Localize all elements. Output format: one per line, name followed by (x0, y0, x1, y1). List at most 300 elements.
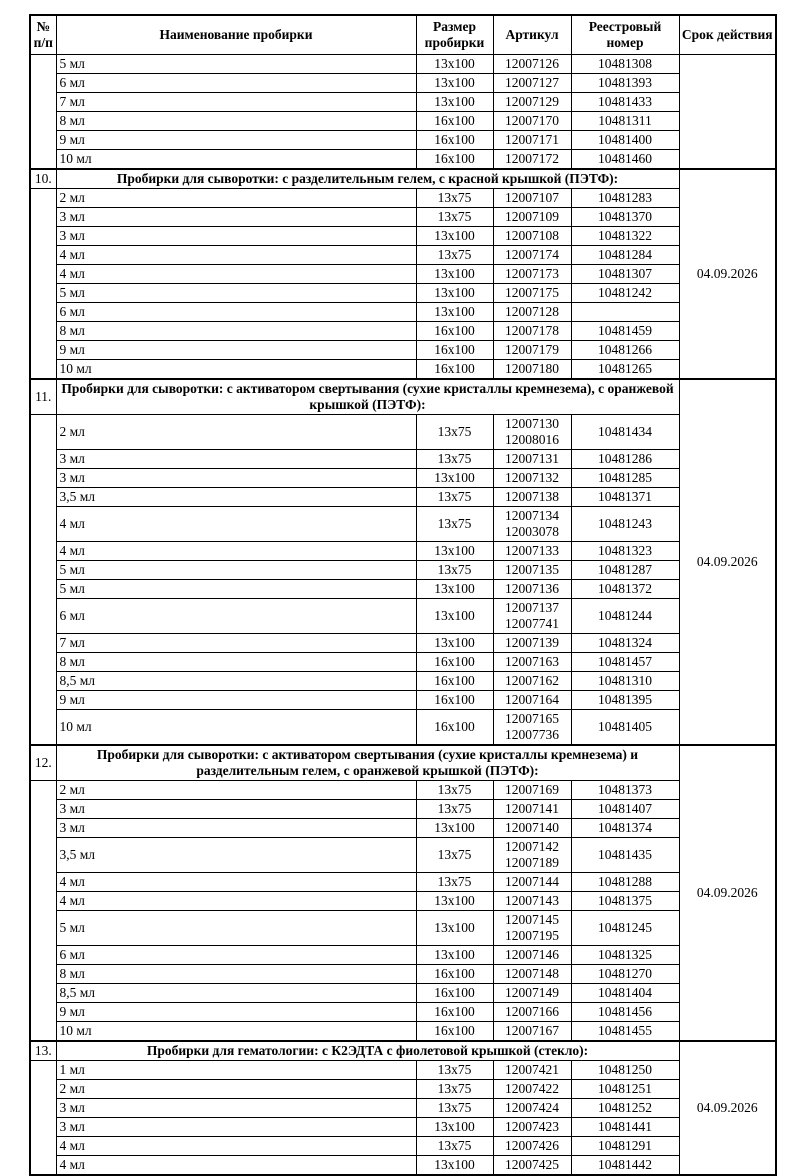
tube-size-cell: 16x100 (416, 984, 493, 1003)
tube-size-cell: 13x100 (416, 227, 493, 246)
article-number: 12007421 (505, 1062, 559, 1077)
tube-size-cell: 13x75 (416, 488, 493, 507)
article-cell (493, 1061, 571, 1080)
article-cell (493, 415, 571, 450)
tube-name-cell: 8 мл (56, 322, 416, 341)
tube-size-cell: 16x100 (416, 965, 493, 984)
article-number: 12007195 (505, 928, 559, 943)
article-number: 12007108 (505, 228, 559, 243)
header-row (30, 15, 776, 55)
article-number: 12008016 (505, 432, 559, 447)
article-number: 12007109 (505, 209, 559, 224)
registry-number-cell: 10481285 (571, 469, 679, 488)
tube-name-cell: 9 мл (56, 341, 416, 360)
table-row (30, 265, 776, 284)
registry-number-cell: 10481288 (571, 873, 679, 892)
row-number-cell (30, 781, 56, 1042)
tube-size-cell: 13x100 (416, 303, 493, 322)
tube-name-cell: 3 мл (56, 450, 416, 469)
article-cell (493, 93, 571, 112)
table-row (30, 322, 776, 341)
section-number: 10. (30, 169, 56, 189)
registry-number-cell: 10481324 (571, 634, 679, 653)
tube-size-cell: 13x75 (416, 1080, 493, 1099)
table-row (30, 1118, 776, 1137)
tube-name-cell: 8 мл (56, 112, 416, 131)
tube-size-cell: 16x100 (416, 691, 493, 710)
article-cell (493, 1080, 571, 1099)
registry-number-cell: 10481242 (571, 284, 679, 303)
table-row (30, 1080, 776, 1099)
article-cell (493, 781, 571, 800)
table-row (30, 227, 776, 246)
article-number: 12007128 (505, 304, 559, 319)
col-header-number: № п/п (30, 15, 56, 55)
article-cell (493, 710, 571, 746)
table-row (30, 892, 776, 911)
tube-size-cell: 13x100 (416, 469, 493, 488)
registry-number-cell: 10481372 (571, 580, 679, 599)
table-row (30, 691, 776, 710)
article-number: 12007426 (505, 1138, 559, 1153)
tube-name-cell: 3 мл (56, 208, 416, 227)
article-number: 12007139 (505, 635, 559, 650)
tube-name-cell: 8,5 мл (56, 672, 416, 691)
table-row (30, 208, 776, 227)
tube-name-cell: 6 мл (56, 303, 416, 322)
registry-number-cell: 10481395 (571, 691, 679, 710)
article-number: 12007736 (505, 727, 559, 742)
tube-size-cell: 16x100 (416, 131, 493, 150)
tube-name-cell: 6 мл (56, 599, 416, 634)
tube-name-cell: 5 мл (56, 580, 416, 599)
article-cell (493, 873, 571, 892)
article-number: 12007145 (505, 912, 559, 927)
registry-number-cell: 10481405 (571, 710, 679, 746)
tube-name-cell: 9 мл (56, 691, 416, 710)
article-cell (493, 488, 571, 507)
tube-size-cell: 13x75 (416, 1099, 493, 1118)
article-number: 12007165 (505, 711, 559, 726)
registry-number-cell: 10481370 (571, 208, 679, 227)
section-number: 12. (30, 745, 56, 781)
article-number: 12007133 (505, 543, 559, 558)
article-cell (493, 561, 571, 580)
tube-name-cell: 10 мл (56, 360, 416, 380)
tube-name-cell: 8,5 мл (56, 984, 416, 1003)
article-number: 12007130 (505, 416, 559, 431)
article-number: 12007163 (505, 654, 559, 669)
article-number: 12007173 (505, 266, 559, 281)
tube-size-cell: 13x75 (416, 246, 493, 265)
registry-number-cell (571, 303, 679, 322)
table-row (30, 1156, 776, 1176)
tube-name-cell: 3 мл (56, 1118, 416, 1137)
article-number: 12007135 (505, 562, 559, 577)
table-row (30, 1003, 776, 1022)
table-row (30, 561, 776, 580)
section-header-row (30, 1041, 776, 1061)
article-number: 12007146 (505, 947, 559, 962)
tube-name-cell: 10 мл (56, 150, 416, 170)
table-row (30, 653, 776, 672)
article-cell (493, 599, 571, 634)
tube-name-cell: 4 мл (56, 246, 416, 265)
registry-number-cell: 10481434 (571, 415, 679, 450)
registry-number-cell: 10481245 (571, 911, 679, 946)
article-cell (493, 1156, 571, 1176)
table-row (30, 189, 776, 208)
tube-name-cell: 3 мл (56, 819, 416, 838)
registry-number-cell: 10481287 (571, 561, 679, 580)
tube-name-cell: 10 мл (56, 710, 416, 746)
tube-size-cell: 13x100 (416, 599, 493, 634)
registry-number-cell: 10481457 (571, 653, 679, 672)
tube-size-cell: 13x100 (416, 265, 493, 284)
tube-name-cell: 2 мл (56, 781, 416, 800)
registry-number-cell: 10481442 (571, 1156, 679, 1176)
section-header-row (30, 379, 776, 415)
article-number: 12007179 (505, 342, 559, 357)
article-number: 12007136 (505, 581, 559, 596)
article-cell (493, 1022, 571, 1042)
registry-number-cell: 10481243 (571, 507, 679, 542)
article-number: 12007174 (505, 247, 559, 262)
article-number: 12007148 (505, 966, 559, 981)
article-number: 12007178 (505, 323, 559, 338)
article-cell (493, 1003, 571, 1022)
tube-name-cell: 3,5 мл (56, 488, 416, 507)
table-row (30, 246, 776, 265)
tube-name-cell: 5 мл (56, 55, 416, 74)
article-cell (493, 450, 571, 469)
row-number-cell (30, 189, 56, 380)
article-cell (493, 189, 571, 208)
tube-size-cell: 13x100 (416, 580, 493, 599)
article-cell (493, 322, 571, 341)
table-row (30, 74, 776, 93)
registry-number-cell: 10481266 (571, 341, 679, 360)
tube-table-body (30, 55, 776, 1176)
table-row (30, 672, 776, 691)
registry-number-cell: 10481374 (571, 819, 679, 838)
tube-size-cell: 13x100 (416, 1118, 493, 1137)
article-cell (493, 653, 571, 672)
tube-name-cell: 2 мл (56, 189, 416, 208)
registry-number-cell: 10481433 (571, 93, 679, 112)
table-row (30, 984, 776, 1003)
table-row (30, 580, 776, 599)
tube-size-cell: 16x100 (416, 322, 493, 341)
section-number: 13. (30, 1041, 56, 1061)
registry-number-cell: 10481393 (571, 74, 679, 93)
article-number: 12007144 (505, 874, 559, 889)
tube-size-cell: 13x75 (416, 561, 493, 580)
registry-number-cell: 10481460 (571, 150, 679, 170)
row-number-cell (30, 55, 56, 170)
article-number: 12007171 (505, 132, 559, 147)
tube-size-cell: 13x100 (416, 634, 493, 653)
registry-number-cell: 10481308 (571, 55, 679, 74)
article-number: 12007170 (505, 113, 559, 128)
registry-number-cell: 10481325 (571, 946, 679, 965)
article-cell (493, 984, 571, 1003)
tube-size-cell: 13x75 (416, 208, 493, 227)
col-header-expiry: Срок действия (679, 15, 776, 55)
tube-name-cell: 8 мл (56, 965, 416, 984)
table-row (30, 93, 776, 112)
article-number: 12007107 (505, 190, 559, 205)
table-row (30, 488, 776, 507)
table-row (30, 946, 776, 965)
article-cell (493, 265, 571, 284)
section-title: Пробирки для сыворотки: с активатором свертывания (сухие кристаллы кремнезема) и разделительным гелем, с оранжевой крышкой (ПЭТФ): (56, 745, 679, 781)
article-cell (493, 634, 571, 653)
article-number: 12007424 (505, 1100, 559, 1115)
tube-name-cell: 4 мл (56, 542, 416, 561)
table-row (30, 965, 776, 984)
registry-number-cell: 10481310 (571, 672, 679, 691)
tube-name-cell: 4 мл (56, 873, 416, 892)
table-header (30, 15, 776, 55)
section-number: 11. (30, 379, 56, 415)
tube-size-cell: 16x100 (416, 710, 493, 746)
tube-name-cell: 6 мл (56, 74, 416, 93)
table-row (30, 341, 776, 360)
registry-number-cell: 10481283 (571, 189, 679, 208)
table-row (30, 284, 776, 303)
table-row (30, 800, 776, 819)
tube-size-cell: 13x75 (416, 450, 493, 469)
tube-size-cell: 13x75 (416, 800, 493, 819)
article-number: 12007169 (505, 782, 559, 797)
table-row (30, 781, 776, 800)
article-number: 12007164 (505, 692, 559, 707)
article-number: 12003078 (505, 524, 559, 539)
expiry-date-cell (679, 55, 776, 170)
tube-size-cell: 16x100 (416, 672, 493, 691)
tube-name-cell: 4 мл (56, 1156, 416, 1176)
tube-size-cell: 13x100 (416, 892, 493, 911)
registry-number-cell: 10481459 (571, 322, 679, 341)
article-cell (493, 246, 571, 265)
article-cell (493, 208, 571, 227)
tube-name-cell: 5 мл (56, 284, 416, 303)
registry-number-cell: 10481455 (571, 1022, 679, 1042)
tube-name-cell: 3 мл (56, 227, 416, 246)
article-cell (493, 303, 571, 322)
registry-number-cell: 10481286 (571, 450, 679, 469)
tube-name-cell: 4 мл (56, 507, 416, 542)
registry-number-cell: 10481400 (571, 131, 679, 150)
article-number: 12007131 (505, 451, 559, 466)
section-title: Пробирки для гематологии: с К2ЭДТА с фиолетовой крышкой (стекло): (56, 1041, 679, 1061)
table-row (30, 599, 776, 634)
tube-name-cell: 4 мл (56, 1137, 416, 1156)
article-cell (493, 469, 571, 488)
registry-number-cell: 10481322 (571, 227, 679, 246)
tube-name-cell: 1 мл (56, 1061, 416, 1080)
tube-name-cell: 3 мл (56, 469, 416, 488)
article-cell (493, 542, 571, 561)
tube-name-cell: 5 мл (56, 911, 416, 946)
article-number: 12007423 (505, 1119, 559, 1134)
article-number: 12007140 (505, 820, 559, 835)
article-number: 12007741 (505, 616, 559, 631)
registry-number-cell: 10481404 (571, 984, 679, 1003)
article-cell (493, 1118, 571, 1137)
registry-number-cell: 10481373 (571, 781, 679, 800)
article-cell (493, 691, 571, 710)
article-number: 12007162 (505, 673, 559, 688)
table-row (30, 819, 776, 838)
table-row (30, 469, 776, 488)
tube-size-cell: 13x100 (416, 542, 493, 561)
article-number: 12007175 (505, 285, 559, 300)
table-row (30, 1061, 776, 1080)
expiry-date-cell: 04.09.2026 (679, 169, 776, 379)
registry-number-cell: 10481407 (571, 800, 679, 819)
article-number: 12007137 (505, 600, 559, 615)
article-cell (493, 911, 571, 946)
registry-number-cell: 10481371 (571, 488, 679, 507)
article-cell (493, 360, 571, 380)
tube-size-cell: 13x100 (416, 55, 493, 74)
table-row (30, 1137, 776, 1156)
tube-name-cell: 2 мл (56, 1080, 416, 1099)
tube-name-cell: 7 мл (56, 93, 416, 112)
tube-size-cell: 13x75 (416, 1061, 493, 1080)
table-row (30, 634, 776, 653)
expiry-date-cell: 04.09.2026 (679, 745, 776, 1041)
tube-size-cell: 13x75 (416, 873, 493, 892)
tube-size-cell: 13x100 (416, 911, 493, 946)
section-header-row (30, 169, 776, 189)
registry-number-cell: 10481311 (571, 112, 679, 131)
tube-name-cell: 3 мл (56, 800, 416, 819)
registry-number-cell: 10481270 (571, 965, 679, 984)
tube-name-cell: 5 мл (56, 561, 416, 580)
tube-name-cell: 6 мл (56, 946, 416, 965)
registry-number-cell: 10481251 (571, 1080, 679, 1099)
article-cell (493, 507, 571, 542)
tube-size-cell: 13x100 (416, 1156, 493, 1176)
section-title: Пробирки для сыворотки: с разделительным гелем, с красной крышкой (ПЭТФ): (56, 169, 679, 189)
article-cell (493, 227, 571, 246)
table-row (30, 911, 776, 946)
tube-size-cell: 13x100 (416, 946, 493, 965)
table-row (30, 360, 776, 380)
article-cell (493, 672, 571, 691)
article-number: 12007132 (505, 470, 559, 485)
registry-number-cell: 10481323 (571, 542, 679, 561)
registry-number-cell: 10481284 (571, 246, 679, 265)
article-cell (493, 341, 571, 360)
row-number-cell (30, 415, 56, 746)
article-cell (493, 112, 571, 131)
section-header-row (30, 745, 776, 781)
article-number: 12007138 (505, 489, 559, 504)
registry-number-cell: 10481441 (571, 1118, 679, 1137)
tube-name-cell: 3,5 мл (56, 838, 416, 873)
article-number: 12007189 (505, 855, 559, 870)
tube-size-cell: 16x100 (416, 112, 493, 131)
registry-number-cell: 10481252 (571, 1099, 679, 1118)
table-row (30, 1099, 776, 1118)
table-row (30, 131, 776, 150)
article-number: 12007142 (505, 839, 559, 854)
tube-size-cell: 16x100 (416, 150, 493, 170)
tube-name-cell: 3 мл (56, 1099, 416, 1118)
tube-name-cell: 9 мл (56, 131, 416, 150)
table-row (30, 542, 776, 561)
col-header-registry: Реестровый номер (571, 15, 679, 55)
tube-size-cell: 13x75 (416, 189, 493, 208)
row-number-cell (30, 1061, 56, 1176)
article-number: 12007141 (505, 801, 559, 816)
table-row (30, 838, 776, 873)
col-header-name: Наименование пробирки (56, 15, 416, 55)
tube-name-cell: 4 мл (56, 892, 416, 911)
article-number: 12007149 (505, 985, 559, 1000)
article-cell (493, 892, 571, 911)
article-cell (493, 1137, 571, 1156)
article-number: 12007129 (505, 94, 559, 109)
tube-name-cell: 2 мл (56, 415, 416, 450)
table-row (30, 55, 776, 74)
table-row (30, 507, 776, 542)
tube-size-cell: 13x100 (416, 819, 493, 838)
article-cell (493, 74, 571, 93)
tube-size-cell: 13x75 (416, 781, 493, 800)
article-cell (493, 800, 571, 819)
registry-number-cell: 10481435 (571, 838, 679, 873)
article-cell (493, 580, 571, 599)
registry-number-cell: 10481250 (571, 1061, 679, 1080)
tube-size-cell: 13x75 (416, 415, 493, 450)
tube-name-cell: 10 мл (56, 1022, 416, 1042)
expiry-date-cell: 04.09.2026 (679, 379, 776, 745)
article-cell (493, 838, 571, 873)
article-number: 12007127 (505, 75, 559, 90)
tube-size-cell: 16x100 (416, 653, 493, 672)
tube-name-cell: 4 мл (56, 265, 416, 284)
registry-number-cell: 10481244 (571, 599, 679, 634)
table-row (30, 710, 776, 746)
table-row (30, 873, 776, 892)
col-header-size: Размер пробирки (416, 15, 493, 55)
tube-size-cell: 13x100 (416, 93, 493, 112)
article-number: 12007143 (505, 893, 559, 908)
table-row (30, 450, 776, 469)
tube-name-cell: 9 мл (56, 1003, 416, 1022)
article-number: 12007422 (505, 1081, 559, 1096)
section-title: Пробирки для сыворотки: с активатором свертывания (сухие кристаллы кремнезема), с оранжевой крышкой (ПЭТФ): (56, 379, 679, 415)
tube-size-cell: 16x100 (416, 341, 493, 360)
article-number: 12007166 (505, 1004, 559, 1019)
expiry-date-cell: 04.09.2026 (679, 1041, 776, 1175)
article-number: 12007167 (505, 1023, 559, 1038)
tube-size-cell: 13x75 (416, 838, 493, 873)
article-number: 12007172 (505, 151, 559, 166)
table-row (30, 303, 776, 322)
registry-number-cell: 10481265 (571, 360, 679, 380)
article-number: 12007425 (505, 1157, 559, 1172)
tube-size-cell: 16x100 (416, 360, 493, 380)
article-cell (493, 946, 571, 965)
tube-size-cell: 16x100 (416, 1022, 493, 1042)
tube-name-cell: 8 мл (56, 653, 416, 672)
